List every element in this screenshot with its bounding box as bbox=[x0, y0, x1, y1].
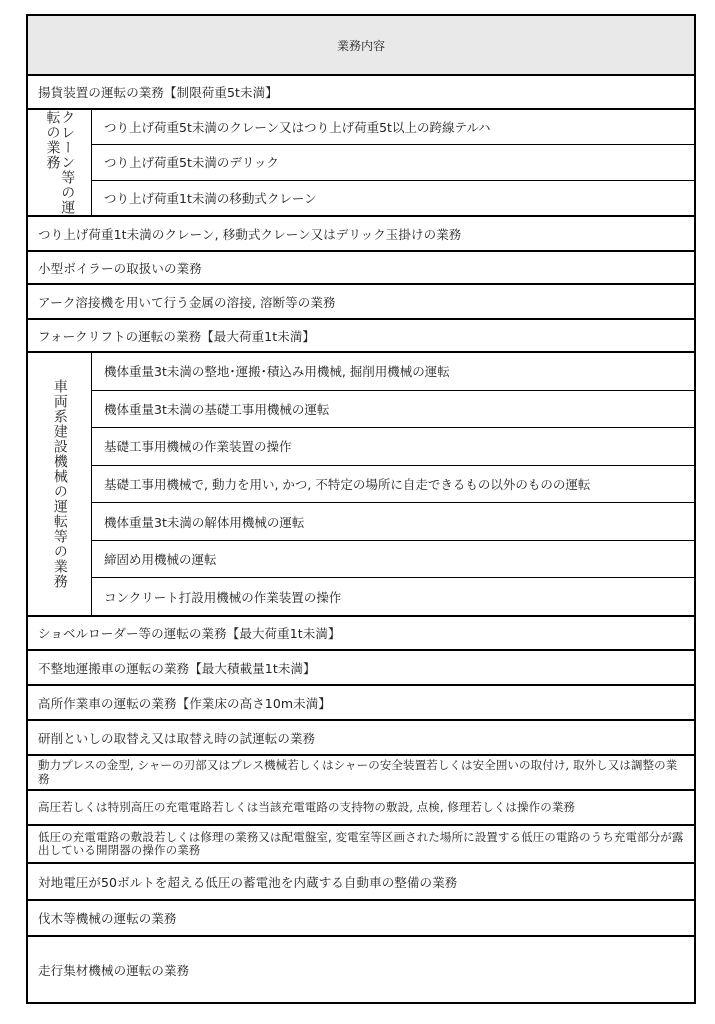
crane-group bbox=[28, 110, 694, 217]
table-subrow: コンクリート打設用機械の作業装置の操作 bbox=[104, 589, 342, 605]
table-row: 低圧の充電電路の敷設若しくは修理の業務又は配電盤室, 変電室等区画された場所に設置する低圧の電路のうち充電部分が露出している開閉器の操作の業務 bbox=[28, 826, 694, 864]
table-subrow: つり上げ荷重5t未満のデリック bbox=[92, 145, 694, 180]
table-row: ショベルローダー等の運転の業務【最大荷重1t未満】 bbox=[28, 617, 694, 651]
table-subrow: 締固め用機械の運転 bbox=[92, 541, 694, 579]
crane-group-label bbox=[28, 110, 92, 215]
table-row: 動力プレスの金型, シャーの刃部又はプレス機械若しくはシャーの安全装置若しくは安全囲いの取付け, 取外し又は調整の業務 bbox=[28, 756, 694, 791]
table-row: 研削といしの取替え又は取替え時の試運転の業務 bbox=[28, 721, 694, 756]
table-row: アーク溶接機を用いて行う金属の溶接, 溶断等の業務 bbox=[28, 285, 694, 320]
table-subrow: 機体重量3t未満の基礎工事用機械の運転 bbox=[92, 391, 694, 429]
crane-group-label-text: クレーン等の運転の業務 bbox=[44, 110, 76, 215]
table-header: 業務内容 bbox=[28, 16, 694, 76]
table-row: 不整地運搬車の運転の業務【最大積載量1t未満】 bbox=[28, 651, 694, 686]
table-row: 対地電圧が50ボルトを超える低圧の蓄電池を内蔵する自動車の整備の業務 bbox=[28, 864, 694, 901]
table-subrow: 基礎工事用機械で, 動力を用い, かつ, 不特定の場所に自走できるもの以外のものの運転 bbox=[92, 466, 694, 504]
table-subrow: 機体重量3t未満の解体用機械の運転 bbox=[92, 503, 694, 541]
work-table bbox=[26, 14, 696, 1004]
table-subrow: 機体重量3t未満の整地･運搬･積込み用機械, 掘削用機械の運転 bbox=[92, 353, 694, 391]
table-row: 高所作業車の運転の業務【作業床の高さ10m未満】 bbox=[28, 686, 694, 721]
crane-group-items bbox=[92, 110, 694, 215]
table-subrow: つり上げ荷重5t未満のクレーン又はつり上げ荷重5t以上の跨線テルハ bbox=[92, 110, 694, 145]
table-row: 揚貨装置の運転の業務【制限荷重5t未満】 bbox=[28, 76, 694, 110]
construction-group-items bbox=[92, 353, 694, 615]
table-row: つり上げ荷重1t未満のクレーン, 移動式クレーン又はデリック玉掛けの業務 bbox=[28, 217, 694, 252]
table-subrow: つり上げ荷重1t未満の移動式クレーン bbox=[104, 190, 317, 206]
construction-machine-group bbox=[28, 353, 694, 617]
table-row: 高圧若しくは特別高圧の充電電路若しくは当該充電電路の支持物の敷設, 点検, 修理若しくは操作の業務 bbox=[28, 791, 694, 826]
table-row: 小型ボイラーの取扱いの業務 bbox=[28, 252, 694, 285]
table-row: 伐木等機械の運転の業務 bbox=[28, 901, 694, 937]
table-row: フォークリフトの運転の業務【最大荷重1t未満】 bbox=[28, 320, 694, 353]
construction-group-label: 車両系建設機械の運転等の業務 bbox=[28, 353, 92, 615]
table-subrow: 基礎工事用機械の作業装置の操作 bbox=[92, 428, 694, 466]
table-row: 走行集材機械の運転の業務 bbox=[38, 962, 190, 978]
